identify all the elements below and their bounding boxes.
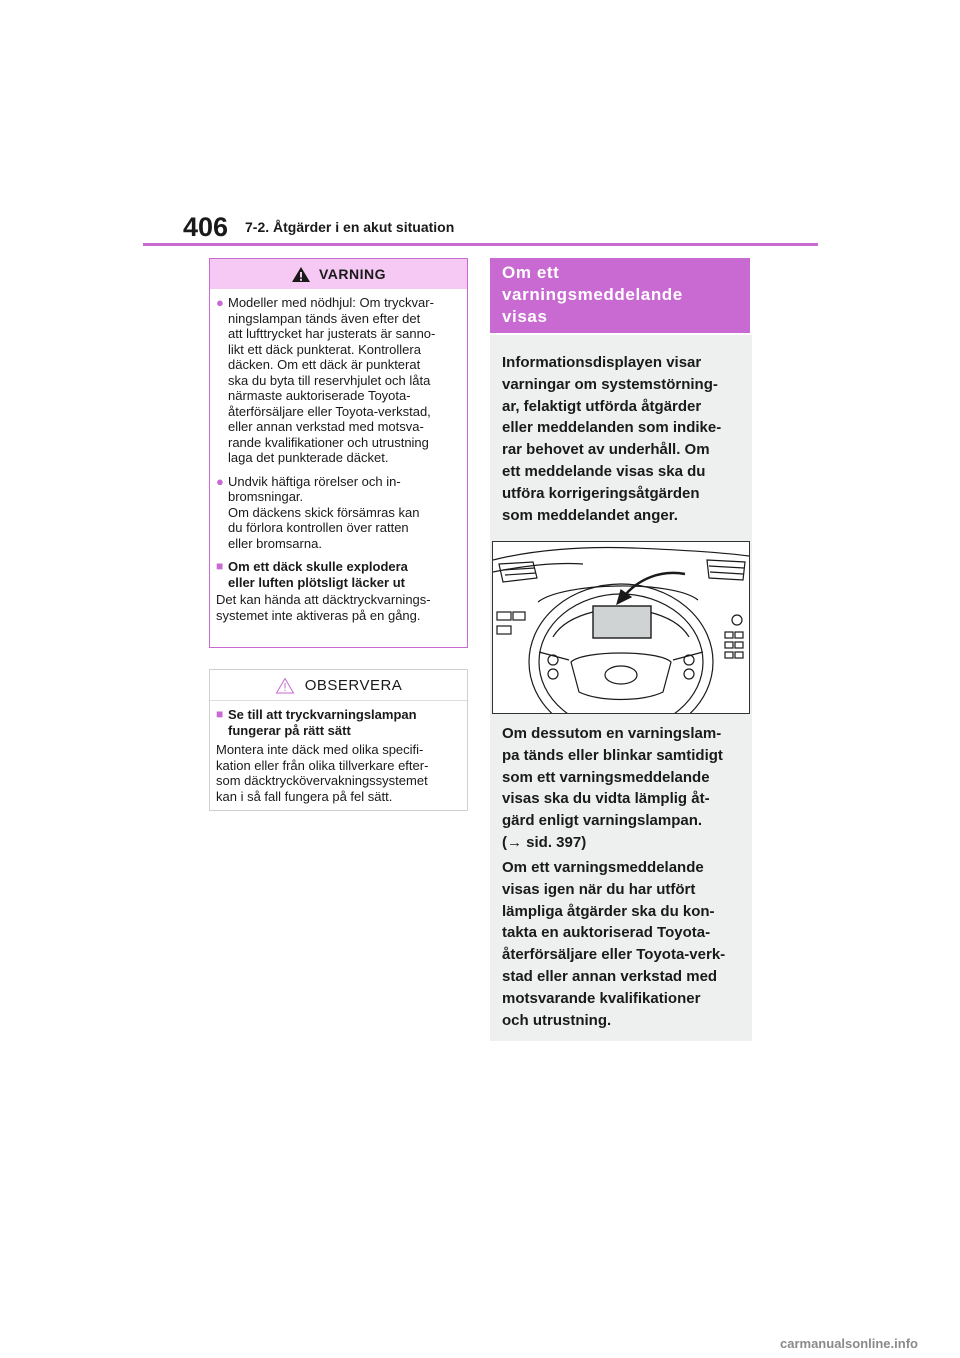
contact-dealer-paragraph: Om ett varningsmeddelande visas igen när du har utfört lämpliga åtgärder ska du kon- takta en auktoriserad Toyota- återförsäljare eller Toyota-verk- stad eller annan verkstad med motsvarande kvalifikationer och utrustning. bbox=[502, 859, 726, 1029]
bullet-dot-icon: ● bbox=[216, 473, 224, 489]
notice-subheading-text: Se till att tryckvarningslampan fungerar på rätt sätt bbox=[228, 707, 417, 738]
warning-bullet-text: Undvik häftiga rörelser och in- bromsningar. Om däckens skick försämras kan du förlora kontrollen över ratten eller bromsarna. bbox=[228, 473, 420, 551]
information-display bbox=[593, 606, 651, 638]
caution-triangle-icon bbox=[275, 677, 295, 694]
warning-header bbox=[210, 259, 467, 289]
warning-title: VARNING bbox=[318, 266, 387, 282]
topic-heading: Om ett varningsmeddelande visas bbox=[490, 258, 750, 333]
warning-subheading bbox=[216, 559, 462, 590]
warning-subheading-text: Om ett däck skulle explodera eller luften plötsligt läcker ut bbox=[228, 559, 408, 590]
square-bullet-icon: ■ bbox=[216, 559, 224, 573]
page-reference: (→ sid. 397) bbox=[502, 833, 587, 851]
warning-text: Det kan hända att däcktryckvarnings- systemet inte aktiveras på en gång. bbox=[216, 592, 431, 623]
warning-lamp-paragraph: Om dessutom en varningslam- pa tänds eller blinkar samtidigt som ett varningsmeddelande visas ska du vidta lämplig åt- gärd enligt varningslampan. bbox=[502, 725, 723, 830]
dashboard-illustration bbox=[492, 541, 750, 714]
warning-triangle-icon bbox=[291, 266, 311, 283]
bullet-dot-icon: ● bbox=[216, 295, 224, 310]
notice-header bbox=[210, 670, 467, 701]
footer-watermark: carmanualsonline.info bbox=[780, 1336, 918, 1351]
p2-block bbox=[502, 723, 742, 854]
notice-title: OBSERVERA bbox=[304, 676, 403, 694]
page-number: 406 bbox=[183, 212, 229, 242]
square-bullet-icon: ■ bbox=[216, 707, 224, 721]
section-title: 7-2. Åtgärder i en akut situation bbox=[245, 219, 455, 235]
notice-body bbox=[210, 701, 467, 804]
intro-paragraph: Informationsdisplayen visar varningar om systemstörning- ar, felaktigt utförda åtgärder eller meddelanden som indike- rar behovet av underhåll. Om ett meddelande visas ska du utföra korrigeringsåtgärden som meddelandet anger. bbox=[502, 354, 722, 524]
notice-box bbox=[209, 669, 468, 811]
warning-bullet bbox=[216, 474, 462, 552]
warning-box bbox=[209, 258, 468, 648]
warning-bullet bbox=[216, 295, 462, 466]
steering-wheel-display-drawing bbox=[493, 542, 749, 713]
notice-subheading bbox=[216, 707, 462, 738]
header-rule bbox=[143, 243, 818, 246]
warning-bullet-text: Modeller med nödhjul: Om tryckvar- ningslampan tänds även efter det att lufttrycket har justerats är sanno- likt ett däck punkterat. Kontrollera däcken. Om ett däck är punkterat ska du byta till reservhjulet och låta närmaste auktoriserade Toyota- återförsäljare eller Toyota-verkstad, eller annan verkstad med motsva- rande kvalifikationer och utrustning laga det punkterade däcket. bbox=[228, 295, 436, 465]
warning-body bbox=[210, 289, 467, 623]
notice-text: Montera inte däck med olika specifi- kation eller från olika tillverkare efter- som däcktryckövervakningssystemet kan i så fall fungera på fel sätt. bbox=[216, 742, 429, 804]
